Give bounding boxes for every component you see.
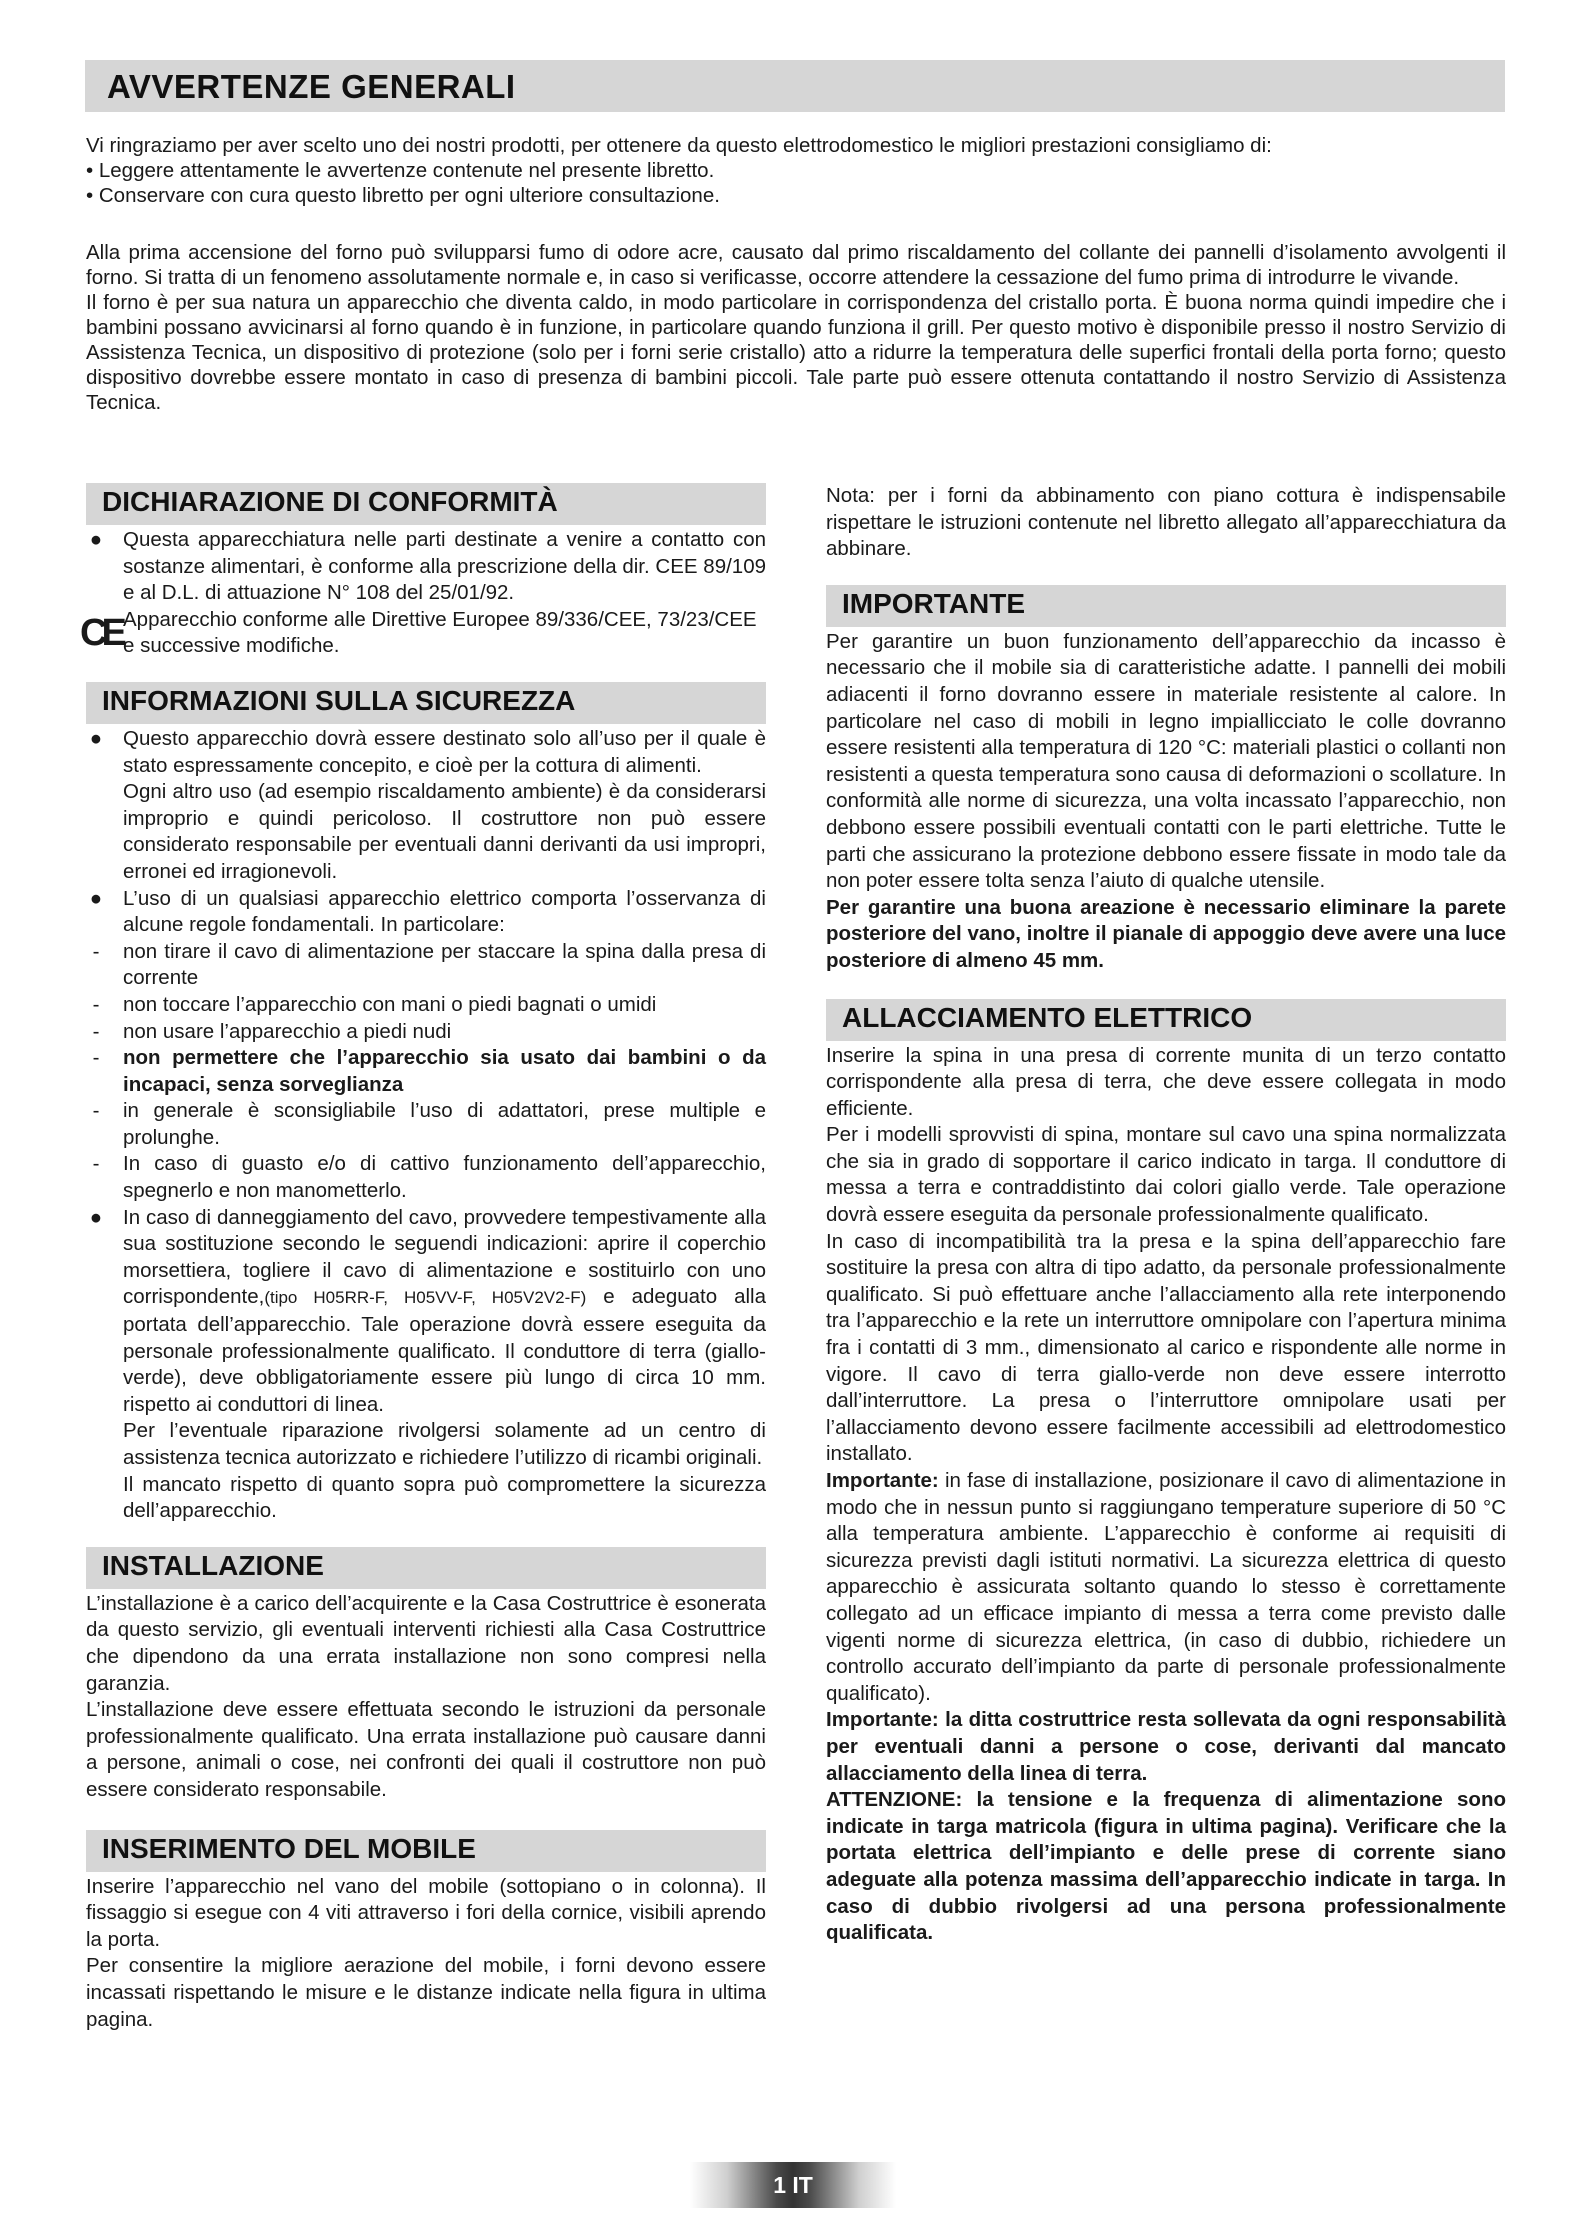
bullet-icon: ●	[89, 1205, 103, 1229]
section-title: INSTALLAZIONE	[102, 1549, 324, 1581]
intro-bullet: • Leggere attentamente le avvertenze contenute nel presente libretto.	[86, 159, 715, 182]
intro-paragraph: Il forno è per sua natura un apparecchio che diventa caldo, in modo particolare in corrispondenza del cristallo porta. È buona norma quindi impedire che i bambini possano avvicinarsi al forno quando è in funzione, in particolare quando funziona il grill. Per questo motivo è disponibile presso il nostro Servizio di Assistenza Tecnica, un dispositivo di protezione (solo per i forni serie cristallo) atto a ridurre la temperatura delle superfici frontali della porta forno; questo dispositivo dovrebbe essere montato in caso di presenza di bambini piccoli. Tale parte può essere ottenuta contattando il nostro Servizio di Assistenza Tecnica.	[86, 291, 1506, 414]
dash-icon: -	[92, 1152, 100, 1176]
list-item: - In caso di guasto e/o di cattivo funzionamento dell’apparecchio, spegnerlo e non manometterlo.	[86, 1151, 766, 1204]
section-header-mobile	[86, 1830, 766, 1872]
intro-block-2	[86, 240, 1506, 415]
list-item: - non permettere che l’apparecchio sia usato dai bambini o da incapaci, senza sorveglianza	[86, 1045, 766, 1098]
installazione-text: L’installazione è a carico dell’acquirente e la Casa Costruttrice è esonerata da questo servizio, gli eventuali interventi richiesti alla Casa Costruttrice che dipendono da una errata installazione non sono compresi nella garanzia. L’installazione deve essere effettuata secondo le istruzioni da personale professionalmente qualificato. Una errata installazione può causare danni a persone, animali o cose, nei confronti dei quali il costruttore non può essere considerato responsabile.	[86, 1591, 766, 1801]
section-title: INFORMAZIONI SULLA SICUREZZA	[102, 684, 576, 716]
list-item: ● Questo apparecchio dovrà essere destinato solo all’uso per il quale è stato espressamente concepito, e cioè per la cottura di alimenti. Ogni altro uso (ad esempio riscaldamento ambiente) è da considerarsi improprio e quindi pericoloso. Il costruttore non può essere considerato responsabile per eventuali danni derivanti da usi impropri, erronei ed irragionevoli.	[86, 726, 766, 886]
importante-text: Per garantire un buon funzionamento dell’apparecchio da incasso è necessario che il mobile sia di caratteristiche adatte. I pannelli dei mobili adiacenti il forno dovranno essere in materiale resistente al calore. In particolare nel caso di mobili in legno impiallicciato le colle dovranno essere resistenti alla temperatura di 120 °C: materiali plastici o collanti non resistenti a questa temperatura sono causa di deformazioni o scollature. In conformità alle norme di sicurezza, una volta incassato l’apparecchio, non debbono essere possibili eventuali contatti con le parti elettriche. Tutte le parti che assicurano la protezione debbono essere fissate in modo tale da non poter essere tolta senza l’aiuto di qualche utensile. Per garantire una buona areazione è necessario eliminare la parete posteriore del vano, inoltre il pianale di appoggio deve avere una luce posteriore di almeno 45 mm.	[826, 629, 1506, 972]
list-item: - non toccare l’apparecchio con mani o piedi bagnati o umidi	[86, 992, 766, 1019]
list-item: ● L’uso di un qualsiasi apparecchio elettrico comporta l’osservanza di alcune regole fondamentali. In particolare:	[86, 886, 766, 939]
section-title: INSERIMENTO DEL MOBILE	[102, 1832, 476, 1864]
ce-mark-icon: CE	[80, 611, 121, 654]
list-item: - non tirare il cavo di alimentazione per staccare la spina dalla presa di corrente	[86, 939, 766, 992]
page-number: 1 IT	[773, 2172, 813, 2198]
bullet-icon: ●	[89, 726, 103, 750]
left-column	[80, 483, 766, 2033]
section-title: IMPORTANTE	[842, 587, 1026, 619]
allacciamento-text: Inserire la spina in una presa di corrente munita di un terzo contatto corrispondente alla presa di terra, che deve essere collegata in modo efficiente. Per i modelli sprovvisti di spina, montare sul cavo una spina normalizzata che sia in grado di sopportare il carico indicato in targa. Il conduttore di messa a terra e contraddistinto dai colori giallo verde. Tale operazione dovrà essere eseguita da personale professionalmente qualificato. In caso di incompatibilità tra la presa e la spina dell’apparecchio fare sostituire la presa con altra di tipo adatto, da personale professionalmente qualificato. Si può effettuare anche l’allacciamento alla rete interponendo tra l’apparecchio e la rete un interruttore omnipolare con l’apertura minima fra i contatti di 3 mm., dimensionato al carico e rispondente alle norme in vigore. Il cavo di terra giallo-verde non deve essere interrotto dall’interruttore. La presa o l’interruttore omnipolare usati per l’allacciamento devono essere facilmente accessibili ad elettrodomestico installato. Importante: in fase di installazione, posizionare il cavo di alimentazione in modo che in nessun punto si raggiungano temperature superiore di 50 °C alla temperatura ambiente. L’apparecchio è conforme ai requisiti di sicurezza previsti dagli istituti normativi. La sicurezza elettrica di questo apparecchio è assicurata soltanto quando lo stesso è correttamente collegato ad un efficace impianto di messa a terra come previsto dalle vigenti norme di sicurezza elettrica, (in caso di dubbio, richiedere un controllo accurato dell’impianto da parte di personale professionalmente qualificato). Importante: la ditta costruttrice resta sollevata da ogni responsabilità per eventuali danni a persone o cose, derivanti dal mancato allacciamento della linea di terra. ATTENZIONE: la tensione e la frequenza di alimentazione sono indicate in targa matricola (figura in ultima pagina). Verificare che la portata elettrica dell’impianto e delle prese di corrente siano adeguate alla potenza massima dell’apparecchio indicate in targa. In caso di dubbio rivolgersi ad una persona professionalmente qualificata.	[826, 1043, 1506, 1945]
intro-paragraph: Vi ringraziamo per aver scelto uno dei nostri prodotti, per ottenere da questo elettrodomestico le migliori prestazioni consigliamo di:	[86, 134, 1272, 157]
section-header-importante	[826, 585, 1506, 627]
dash-icon: -	[92, 1099, 100, 1123]
dash-icon: -	[92, 1019, 100, 1043]
page-number-tab	[690, 2162, 896, 2208]
bullet-icon: ●	[89, 886, 103, 910]
dash-icon: -	[92, 992, 100, 1016]
ce-text: Apparecchio conforme alle Direttive Europee 89/336/CEE, 73/23/CEE e successive modifiche.	[123, 607, 757, 658]
page-title: AVVERTENZE GENERALI	[107, 68, 516, 105]
section-title: DICHIARAZIONE DI CONFORMITÀ	[102, 486, 558, 517]
right-column	[826, 483, 1506, 1947]
section-header-conformita	[86, 483, 766, 525]
section-header-installazione	[86, 1547, 766, 1589]
mobile-text: Inserire l’apparecchio nel vano del mobile (sottopiano o in colonna). Il fissaggio si esegue con 4 viti attraverso i fori della cornice, visibili aprendo la porta. Per consentire la migliore aerazione del mobile, i forni devono essere incassati rispettando le misure e le distanze indicate nella figura in ultima pagina.	[86, 1874, 766, 2031]
intro-paragraph: Alla prima accensione del forno può svilupparsi fumo di odore acre, causato dal primo riscaldamento del collante dei pannelli d’isolamento avvolgenti il forno. Si tratta di un fenomeno assolutamente normale e, in caso si verificasse, occorre attendere la cessazione del fumo prima di introdurre le vivande.	[86, 241, 1506, 289]
dash-icon: -	[92, 1046, 100, 1070]
main-header	[85, 60, 1505, 112]
list-item: ● In caso di danneggiamento del cavo, provvedere tempestivamente alla sua sostituzione secondo le seguendi indicazioni: aprire il coperchio morsettiera, togliere il cavo di alimentazione e sostituirlo con uno corrispondente,(tipo H05RR-F, H05VV-F, H05V2V2-F) e adeguato alla portata dell’apparecchio. Tale operazione dovrà essere eseguita da personale professionalmente qualificato. Il conduttore di terra (giallo-verde), deve obbligatoriamente essere più lungo di circa 10 mm. rispetto ai conduttori di linea. Per l’eventuale riparazione rivolgersi solamente ad un centro di assistenza tecnica autorizzato e richiedere l’utilizzo di ricambi originali. Il mancato rispetto di quanto sopra può compromettere la sicurezza dell’apparecchio.	[86, 1205, 766, 1525]
intro-block	[86, 133, 1506, 208]
list-item: - in generale è sconsigliabile l’uso di adattatori, prese multiple e prolunghe.	[86, 1098, 766, 1151]
intro-bullet: • Conservare con cura questo libretto per ogni ulteriore consultazione.	[86, 184, 720, 207]
ce-declaration	[80, 607, 766, 660]
section-title: ALLACCIAMENTO ELETTRICO	[842, 1001, 1253, 1033]
nota-text: Nota: per i forni da abbinamento con piano cottura è indispensabile rispettare le istruzioni contenute nel libretto allegato all’apparecchiatura da abbinare.	[826, 484, 1506, 561]
section-header-sicurezza	[86, 682, 766, 724]
dash-icon: -	[92, 939, 100, 963]
bullet-icon: ●	[89, 528, 103, 551]
list-item: ● Questa apparecchiatura nelle parti destinate a venire a contatto con sostanze alimentari, è conforme alla prescrizione della dir. CEE 89/109 e al D.L. di attuazione N° 108 del 25/01/92.	[86, 527, 766, 607]
conformita-list	[86, 527, 766, 607]
list-item: - non usare l’apparecchio a piedi nudi	[86, 1019, 766, 1046]
section-header-allacciamento	[826, 999, 1506, 1041]
sicurezza-list	[86, 726, 766, 1525]
